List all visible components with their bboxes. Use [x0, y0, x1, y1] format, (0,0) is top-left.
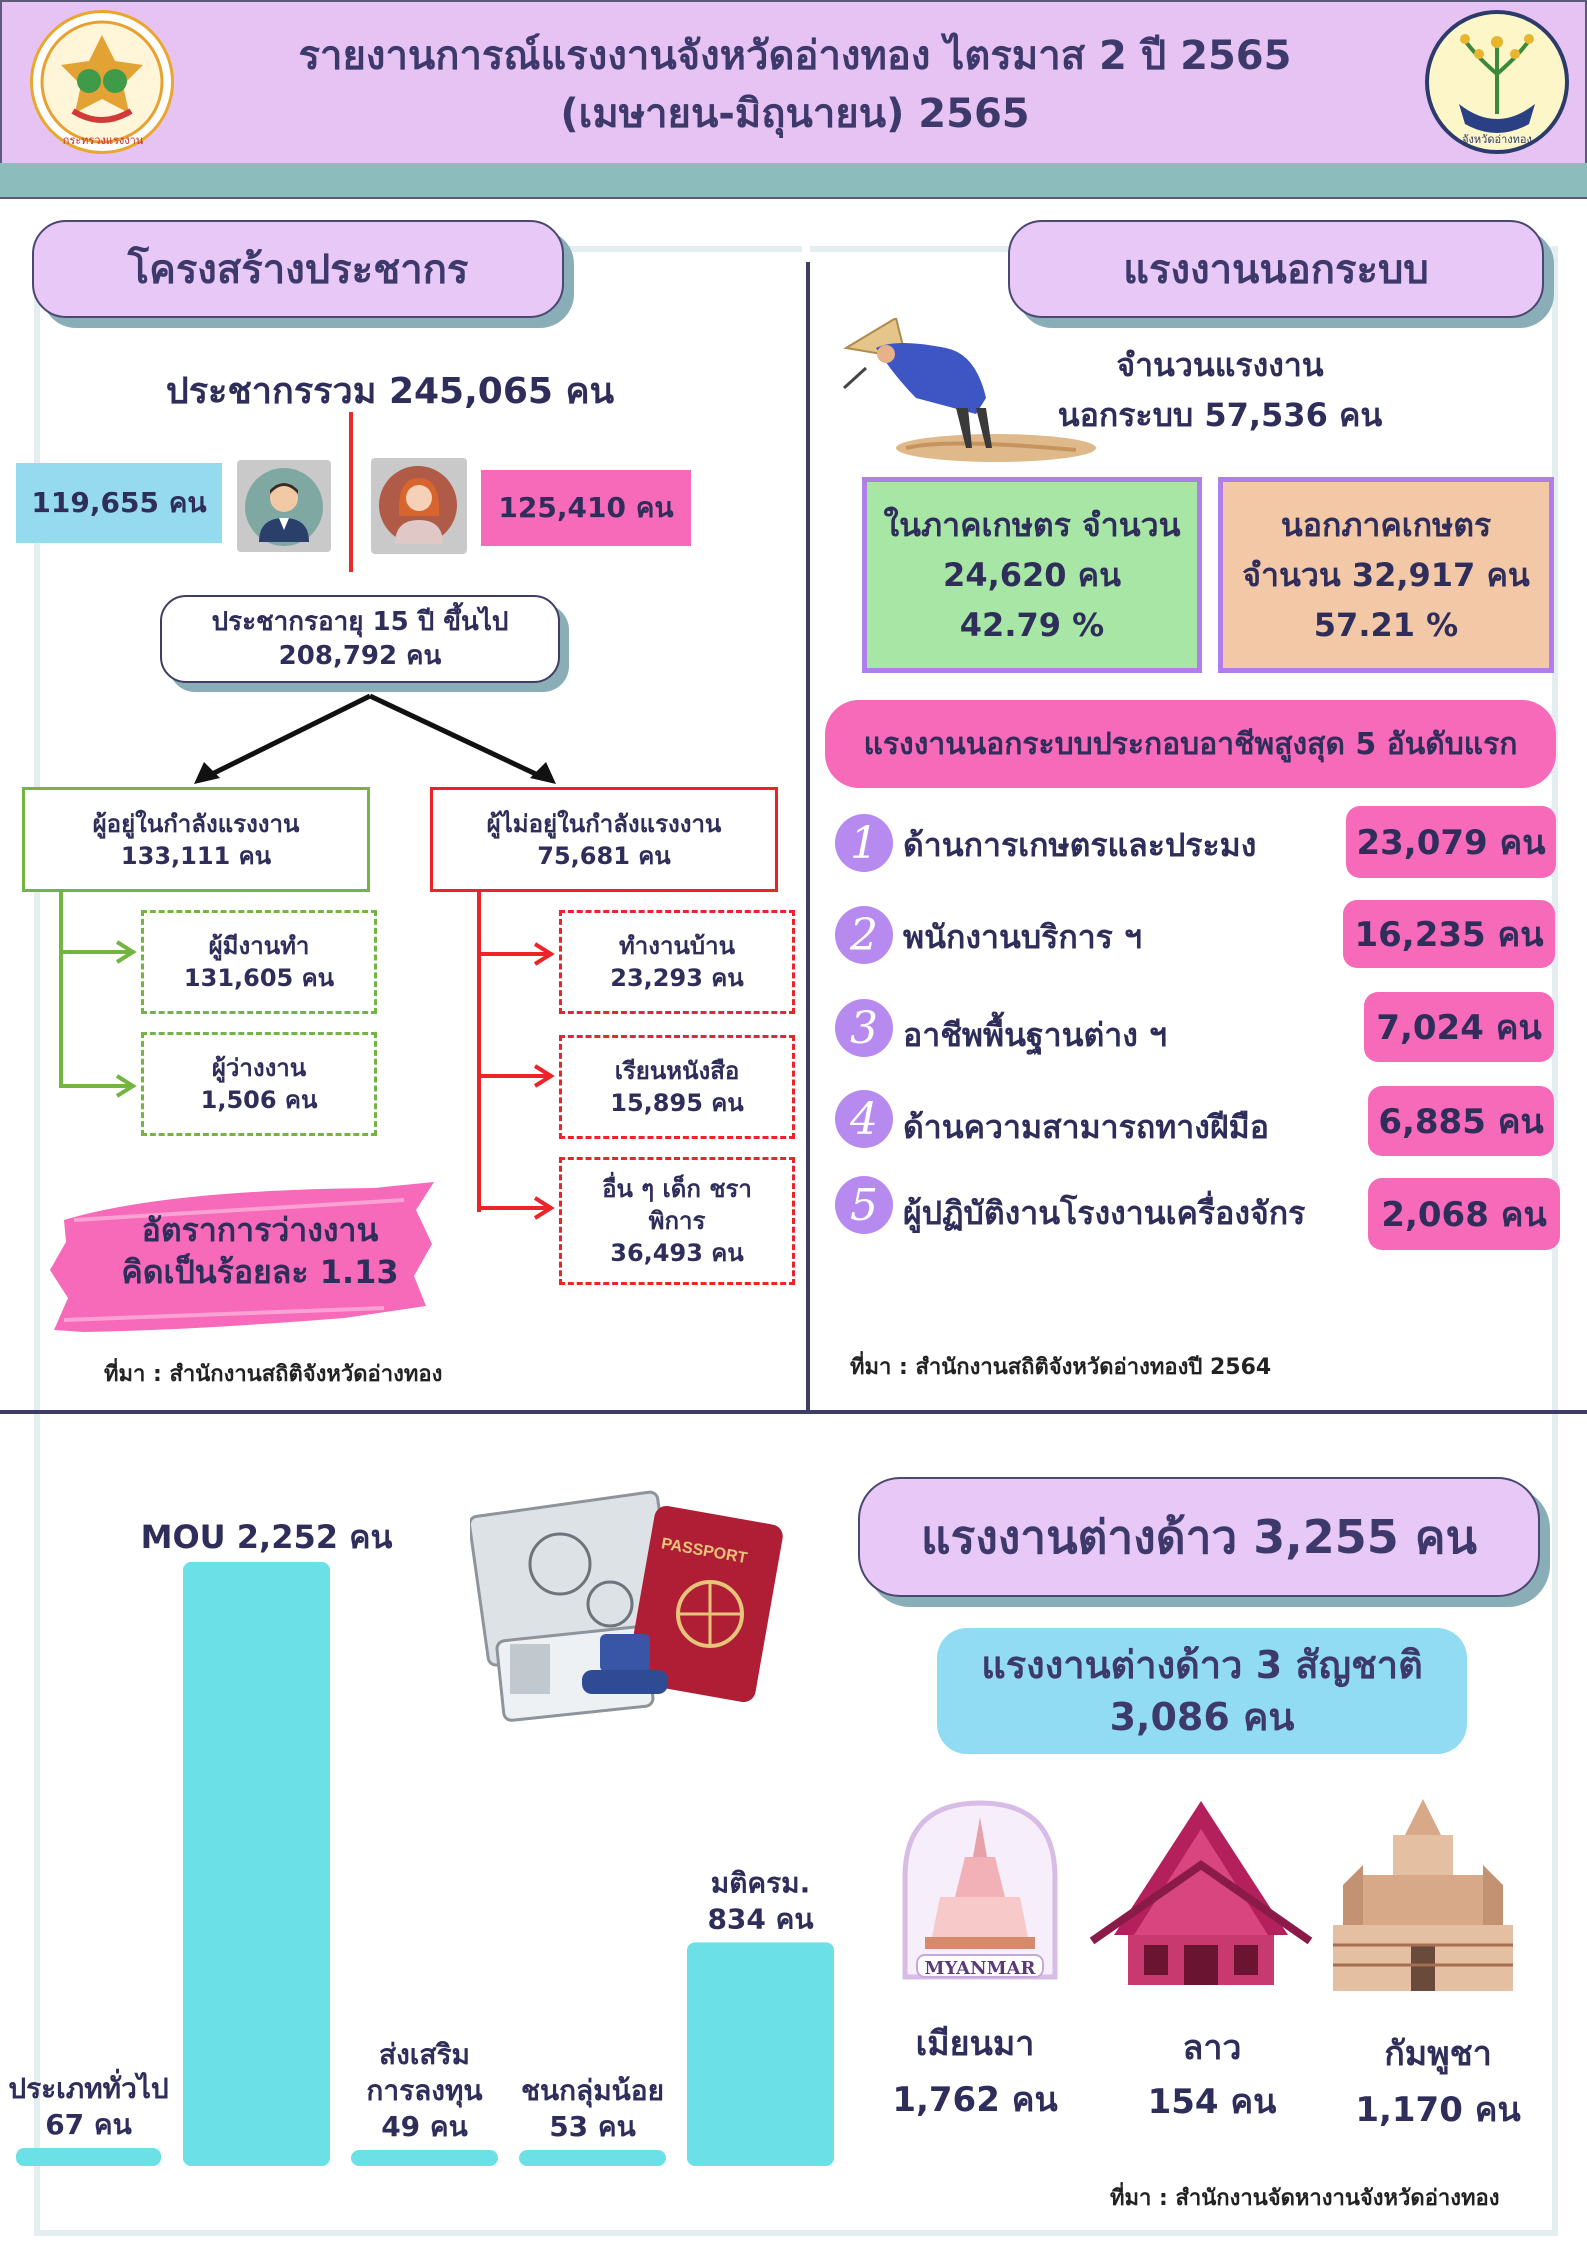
rank-3-value: 7,024 คน — [1364, 992, 1554, 1062]
rank-1-value: 23,079 คน — [1346, 806, 1556, 878]
ministry-logo-text: กระทรวงแรงงาน — [62, 134, 144, 147]
agri-box — [862, 477, 1202, 673]
male-count: 119,655 คน — [16, 463, 222, 543]
other-label-line1: อื่น ๆ เด็ก ชรา — [602, 1175, 752, 1203]
province-logo — [1425, 10, 1569, 154]
cambodia-value: 1,170 คน — [1355, 2090, 1521, 2130]
age15-box — [160, 595, 560, 683]
rank-5-badge: 5 — [835, 1176, 893, 1234]
rank-1-label: ด้านการเกษตรและประมง — [903, 826, 1257, 864]
page-title-line2: (เมษายน-มิถุนายน) 2565 — [560, 91, 1030, 137]
rank-2-value: 16,235 คน — [1343, 900, 1555, 968]
nonagri-box — [1218, 477, 1554, 673]
rank-3-label: อาชีพพื้นฐานต่าง ฯ — [903, 1016, 1167, 1054]
rank-4-value: 6,885 คน — [1368, 1086, 1554, 1156]
ministry-logo — [30, 10, 174, 154]
bar-label-3-0: ชนกลุ่มน้อย — [520, 2074, 665, 2107]
in-labor-force-label: ผู้อยู่ในกำลังแรงงาน — [92, 809, 300, 838]
informal-count-label: จำนวนแรงงาน — [1116, 346, 1324, 384]
population-heading: โครงสร้างประชากร — [32, 220, 564, 318]
bar-label-1-0: MOU 2,252 คน — [140, 1518, 393, 1556]
unemployed-label: ผู้ว่างงาน — [211, 1054, 307, 1082]
top5-title: แรงงานนอกระบบประกอบอาชีพสูงสุด 5 อันดับแรก — [825, 700, 1556, 788]
red-tree-line — [477, 892, 481, 1212]
rank-5-label: ผู้ปฏิบัติงานโรงงานเครื่องจักร — [903, 1194, 1306, 1232]
informal-source: ที่มา : สำนักงานสถิติจังหวัดอ่างทองปี 2564 — [850, 1355, 1272, 1380]
myanmar-badge-text: MYANMAR — [924, 1958, 1036, 1979]
three-nations-box — [937, 1628, 1467, 1754]
cambodia-temple-icon — [1323, 1795, 1523, 1995]
female-avatar — [371, 458, 467, 554]
header-band — [0, 163, 1587, 199]
page-title-line1: รายงานการณ์แรงงานจังหวัดอ่างทอง ไตรมาส 2 ปี 2565 — [298, 33, 1292, 79]
bar-label-4-1: 834 คน — [707, 1902, 814, 1936]
green-arrow-unemployed — [59, 1074, 143, 1098]
foreign-source: ที่มา : สำนักงานจัดหางานจังหวัดอ่างทอง — [1110, 2186, 1500, 2211]
age15-value: 208,792 คน — [278, 641, 442, 671]
three-nations-label: แรงงานต่างด้าว 3 สัญชาติ — [981, 1643, 1423, 1687]
rank-1-badge: 1 — [835, 814, 893, 872]
agri-label: ในภาคเกษตร จำนวน — [883, 506, 1181, 544]
housework-label: ทำงานบ้าน — [618, 932, 735, 960]
population-source: ที่มา : สำนักงานสถิติจังหวัดอ่างทอง — [104, 1362, 443, 1387]
red-arrow-other — [477, 1196, 561, 1220]
informal-count-value: นอกระบบ 57,536 คน — [1057, 396, 1383, 434]
employed-value: 131,605 คน — [183, 964, 335, 992]
unemployment-rate-label: อัตราการว่างงาน — [141, 1211, 379, 1249]
employed-label: ผู้มีงานทำ — [208, 932, 310, 960]
study-value: 15,895 คน — [610, 1089, 744, 1117]
age15-label: ประชากรอายุ 15 ปี ขึ้นไป — [211, 607, 509, 637]
out-labor-force-value: 75,681 คน — [537, 841, 671, 870]
bar-3 — [519, 2150, 666, 2166]
red-arrow-housework — [477, 942, 561, 966]
green-arrow-employed — [59, 940, 143, 964]
passport-word: PASSPORT — [659, 1535, 749, 1568]
bar-label-2-2: 49 คน — [381, 2110, 468, 2143]
red-arrow-study — [477, 1064, 561, 1088]
unemployed-box — [141, 1032, 377, 1136]
province-logo-text: จังหวัดอ่างทอง — [1462, 133, 1532, 146]
myanmar-name: เมียนมา — [915, 2024, 1035, 2064]
female-count: 125,410 คน — [481, 470, 691, 546]
informal-heading: แรงงานนอกระบบ — [1008, 220, 1544, 318]
out-labor-force-box — [430, 787, 778, 892]
study-label: เรียนหนังสือ — [614, 1057, 740, 1085]
rank-5-value: 2,068 คน — [1368, 1178, 1560, 1250]
three-nations-value: 3,086 คน — [1109, 1695, 1295, 1739]
laos-value: 154 คน — [1147, 2082, 1277, 2122]
foreign-total: แรงงานต่างด้าว 3,255 คน — [858, 1477, 1540, 1597]
unemployed-value: 1,506 คน — [200, 1086, 318, 1114]
rank-4-badge: 4 — [835, 1090, 893, 1148]
bar-0 — [16, 2148, 161, 2166]
agri-value: 24,620 คน — [943, 556, 1121, 594]
other-label-line2: พิการ — [648, 1207, 706, 1235]
bar-label-2-1: การลงทุน — [366, 2074, 483, 2107]
rank-2-label: พนักงานบริการ ฯ — [903, 918, 1142, 956]
male-avatar — [237, 460, 331, 552]
split-arrows — [180, 690, 580, 790]
bar-label-3-1: 53 คน — [549, 2110, 636, 2143]
bar-label-0-0: ประเภททั่วไป — [8, 2072, 169, 2106]
nonagri-value: จำนวน 32,917 คน — [1242, 556, 1530, 594]
in-labor-force-value: 133,111 คน — [120, 841, 272, 870]
housework-box — [559, 910, 795, 1014]
in-labor-force-box — [22, 787, 370, 892]
nonagri-label: นอกภาคเกษตร — [1280, 506, 1492, 544]
unemployment-rate-value: คิดเป็นร้อยละ 1.13 — [121, 1253, 399, 1291]
rank-3-badge: 3 — [835, 999, 893, 1057]
myanmar-value: 1,762 คน — [892, 2080, 1058, 2120]
gender-divider — [349, 412, 353, 572]
other-value: 36,493 คน — [610, 1239, 744, 1267]
cambodia-name: กัมพูชา — [1384, 2034, 1492, 2074]
bar-label-4-0: มติครม. — [710, 1866, 811, 1900]
housework-value: 23,293 คน — [610, 964, 744, 992]
nonagri-percent: 57.21 % — [1313, 606, 1459, 644]
out-labor-force-label: ผู้ไม่อยู่ในกำลังแรงงาน — [486, 809, 722, 838]
passport-illustration — [470, 1484, 790, 1724]
population-total: ประชากรรวม 245,065 คน — [165, 371, 615, 412]
other-box — [559, 1157, 795, 1285]
bar-label-2-0: ส่งเสริม — [379, 2038, 470, 2071]
laos-temple-icon — [1088, 1795, 1314, 1991]
bar-label-0-1: 67 คน — [45, 2108, 132, 2142]
laos-name: ลาว — [1182, 2028, 1242, 2068]
bar-2 — [351, 2150, 498, 2166]
agri-percent: 42.79 % — [959, 606, 1105, 644]
bar-1 — [183, 1562, 330, 2166]
employed-box — [141, 910, 377, 1014]
rank-4-label: ด้านความสามารถทางฝีมือ — [903, 1108, 1269, 1146]
rank-2-badge: 2 — [835, 906, 893, 964]
study-box — [559, 1035, 795, 1139]
green-tree-line — [59, 892, 63, 1086]
bar-4 — [687, 1942, 834, 2166]
